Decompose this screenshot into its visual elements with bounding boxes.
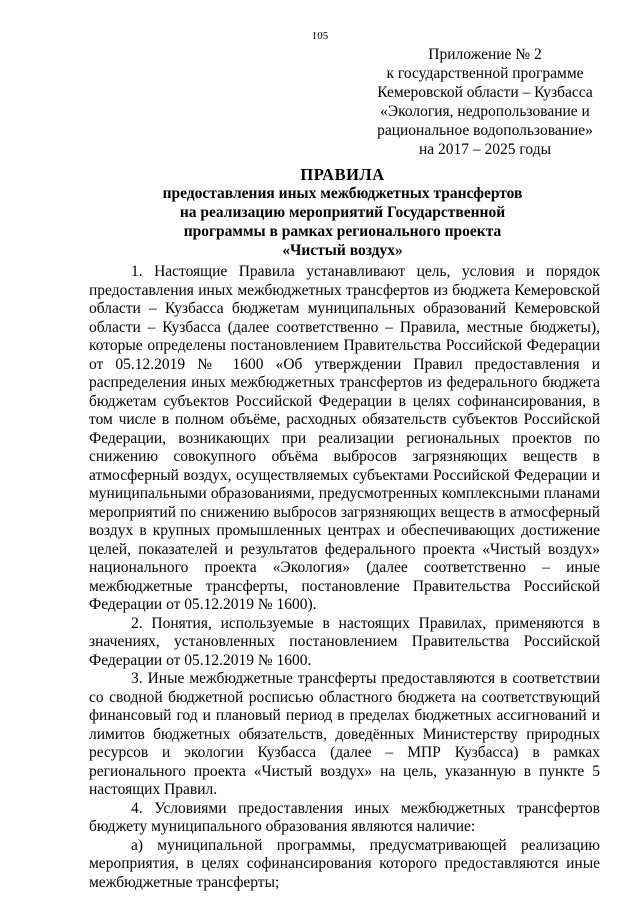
paragraph-2: 2. Понятия, используемые в настоящих Правилах, применяются в значениях, установленных постановлением Правительства Российской Федерации от 05.12.2019 № 1600. bbox=[89, 614, 600, 669]
appendix-line: Кемеровской области – Кузбасса bbox=[377, 84, 593, 101]
appendix-line: к государственной программе bbox=[386, 65, 584, 82]
appendix-header bbox=[360, 45, 610, 159]
appendix-line: на 2017 – 2025 годы bbox=[419, 141, 551, 158]
title-main: ПРАВИЛА bbox=[300, 165, 385, 184]
appendix-line: рациональное водопользование» bbox=[377, 122, 593, 139]
paragraph-4a: а) муниципальной программы, предусматривающей реализацию мероприятия, в целях софинансирования которого предоставляются иные межбюджетные трансферты; bbox=[89, 836, 600, 891]
document-body bbox=[89, 263, 600, 892]
appendix-line: Приложение № 2 bbox=[428, 46, 542, 63]
document-title bbox=[60, 165, 625, 260]
paragraph-1: 1. Настоящие Правила устанавливают цель, условия и порядок предоставления иных межбюджетных трансфертов из бюджета Кемеровской области – Кузбасса бюджетам муниципальных образований Кемеровской области – Кузбасса (далее соответственно – Правила, местные бюджеты), которые определены постановлением Правительства Российской Федерации от 05.12.2019 № 1600 «Об утверждении Правил предоставления и распределения иных межбюджетных трансфертов из федерального бюджета бюджетам субъектов Российской Федерации в целях софинансирования, в том числе в полном объёме, расходных обязательств субъектов Российской Федерации, возникающих при реализации региональных проектов по снижению совокупного объёма выбросов загрязняющих веществ в атмосферный воздух, осуществляемых субъектами Российской Федерации и муниципальными образованиями, предусмотренных комплексными планами мероприятий по снижению выбросов загрязняющих веществ в атмосферный воздух в крупных промышленных центрах и обеспечивающих достижение целей, показателей и результатов федерального проекта «Чистый воздух» национального проекта «Экология» (далее соответственно – иные межбюджетные трансферты, постановление Правительства Российской Федерации от 05.12.2019 № 1600). bbox=[89, 263, 600, 613]
title-line: на реализацию мероприятий Государственной bbox=[179, 204, 506, 221]
appendix-line: «Экология, недропользование и bbox=[380, 103, 590, 120]
page-number: 105 bbox=[311, 30, 329, 42]
title-line: предоставления иных межбюджетных трансфертов bbox=[162, 185, 523, 202]
paragraph-3: 3. Иные межбюджетные трансферты предоставляются в соответствии со сводной бюджетной росписью областного бюджета на соответствующий финансовый год и плановый период в пределах бюджетных ассигнований и лимитов бюджетных обязательств, доведённых Министерству природных ресурсов и экологии Кузбасса (далее – МПР Кузбасса) в рамках регионального проекта «Чистый воздух» на цель, указанную в пункте 5 настоящих Правил. bbox=[89, 670, 600, 798]
paragraph-4: 4. Условиями предоставления иных межбюджетных трансфертов бюджету муниципального образования являются наличие: bbox=[89, 799, 600, 835]
title-line: «Чистый воздух» bbox=[282, 242, 403, 259]
title-line: программы в рамках регионального проекта bbox=[183, 223, 502, 240]
